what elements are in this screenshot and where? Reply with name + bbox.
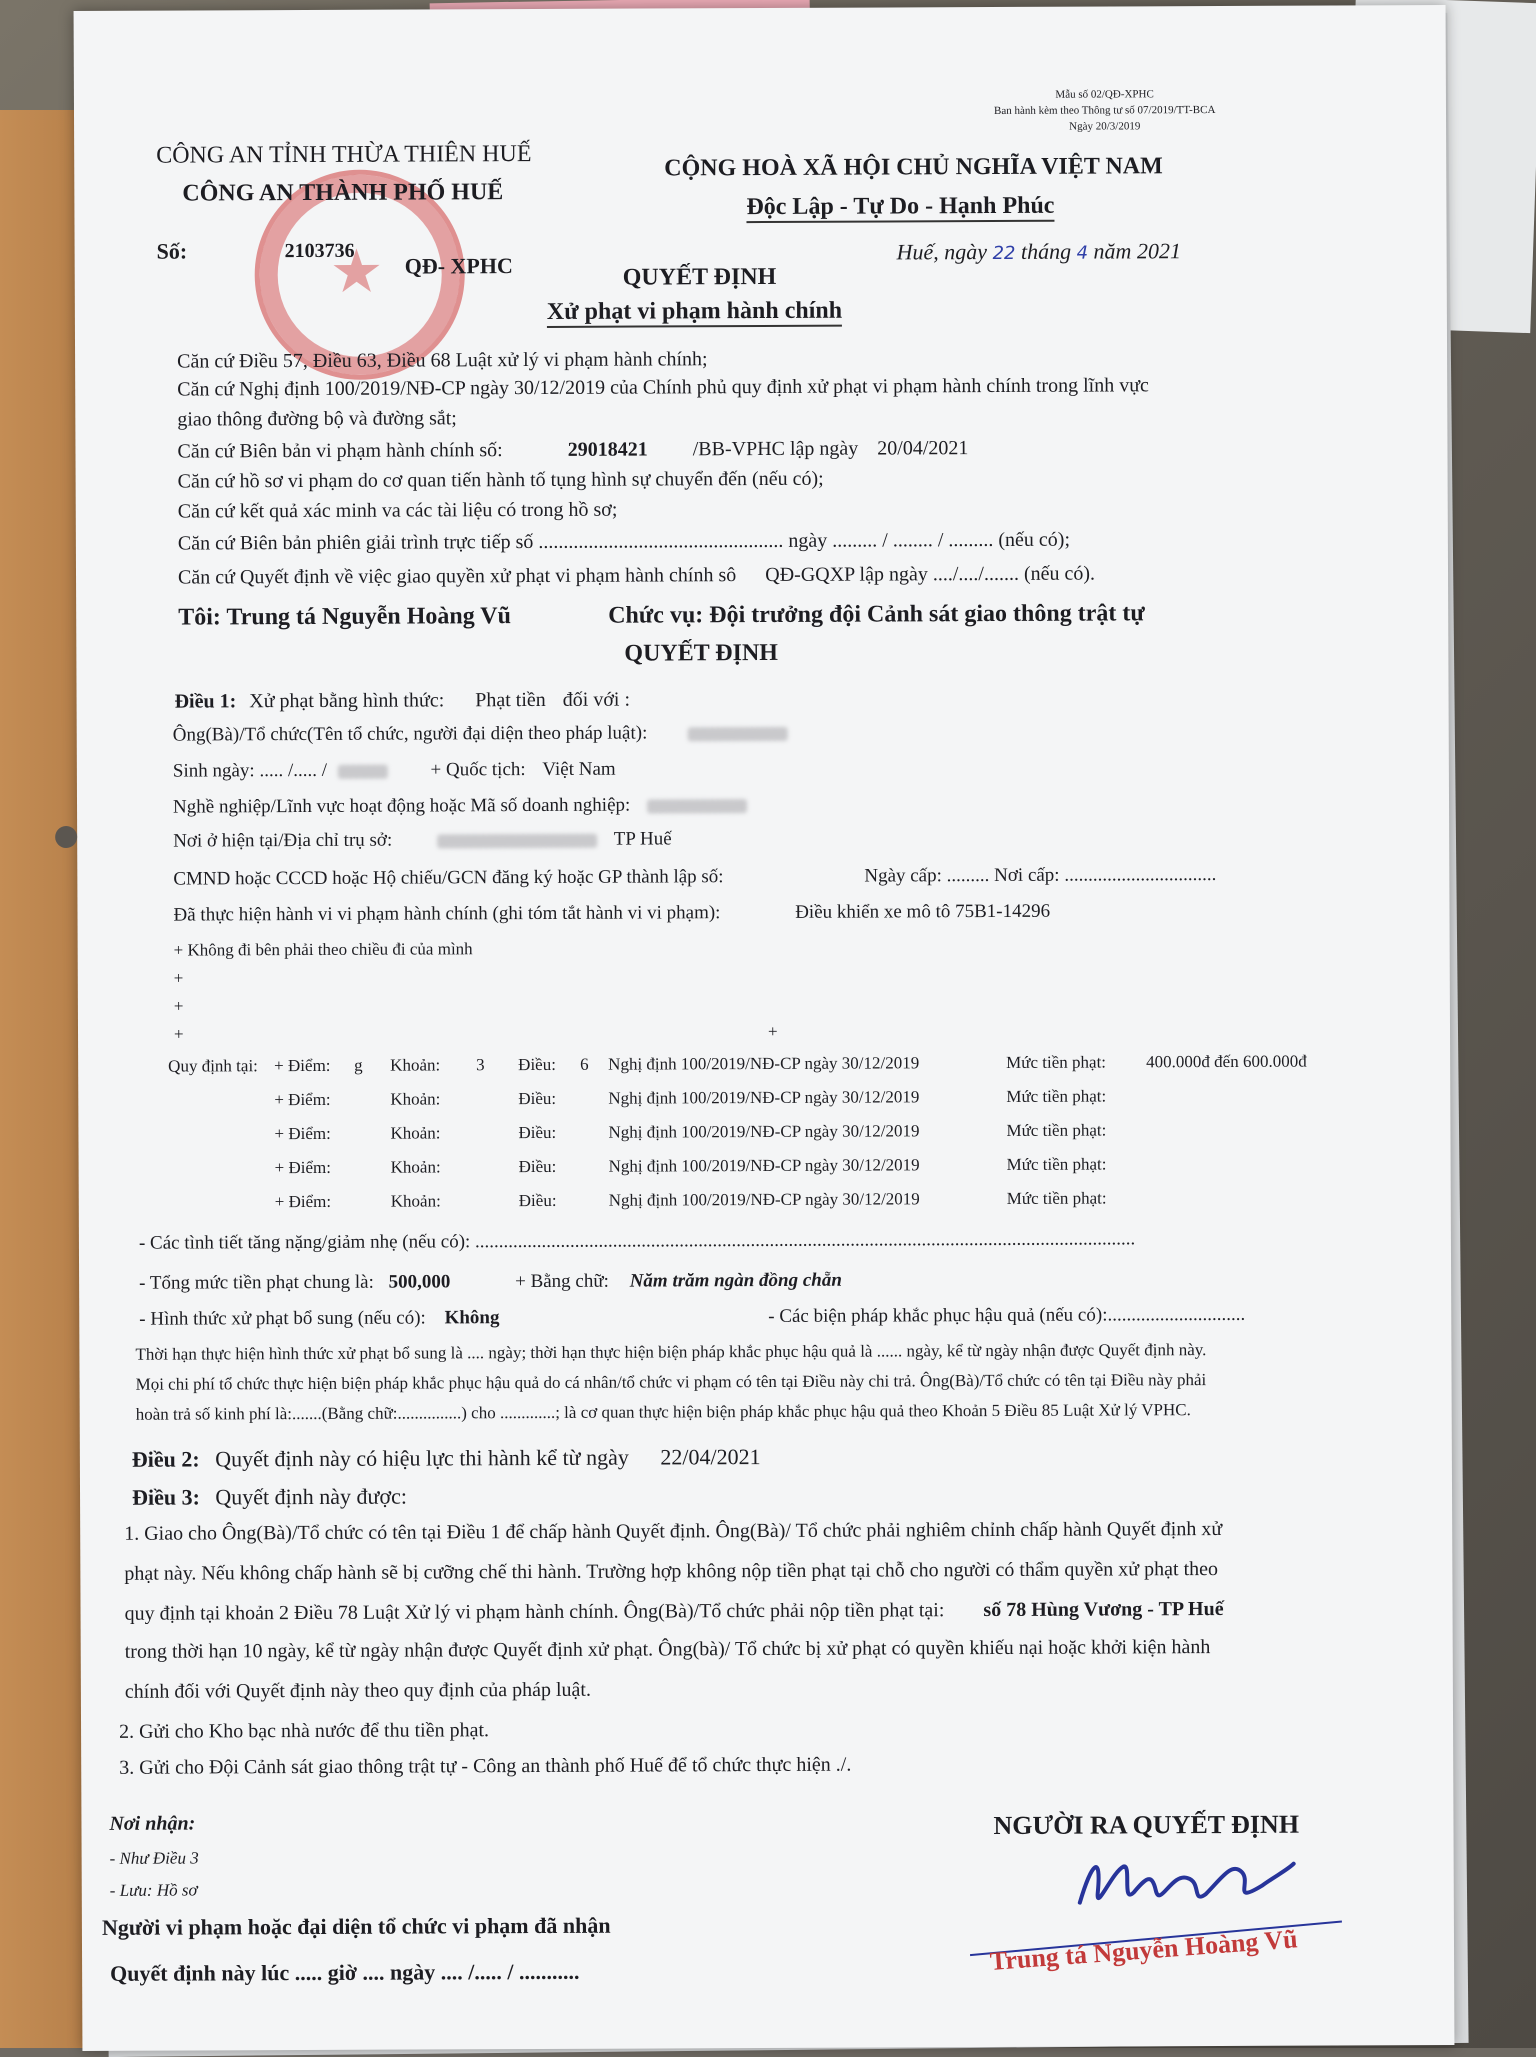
penalty-form-label: Xử phạt bằng hình thức: <box>249 689 445 713</box>
basis-6: Căn cứ Biên bản phiên giải trình trực tiếp số ................................................. ngày ......... / ........ / ......... (nếu có); <box>177 528 1071 555</box>
redacted-job <box>647 799 747 813</box>
penalty-form-value: Phạt tiền <box>475 688 546 712</box>
basis-4: Căn cứ hồ sơ vi phạm do cơ quan tiến hành tố tụng hình sự chuyển đến (nếu có); <box>177 467 824 493</box>
decision-number-suffix: QĐ- XPHC <box>404 253 513 279</box>
rule-dieu: Điều: <box>518 1088 557 1109</box>
basis-2b: giao thông đường bộ và đường sắt; <box>177 407 457 431</box>
job-line <box>173 794 747 819</box>
basis-3-label: Căn cứ Biên bản vi phạm hành chính số: <box>177 439 503 463</box>
rule-fine-label: Mức tiền phạt: <box>1006 1086 1107 1106</box>
violation-value: Điều khiển xe mô tô 75B1-14296 <box>795 900 1051 923</box>
dieu1-label: Điều 1: <box>174 690 237 713</box>
id-line <box>173 864 1216 891</box>
total-fine-value: 500,000 <box>388 1271 451 1293</box>
signer-title: NGƯỜI RA QUYẾT ĐỊNH <box>993 1809 1300 1841</box>
document-title: QUYẾT ĐỊNH <box>622 263 777 291</box>
document-subtitle: Xử phạt vi phạm hành chính <box>547 298 842 328</box>
dieu3-line-7: 3. Gửi cho Đội Cảnh sát giao thông trật tự - Công an thành phố Huế để tổ chức thực hiện ./. <box>119 1753 852 1779</box>
dieu2-text: Quyết định này có hiệu lực thi hành kể từ ngày <box>215 1444 629 1472</box>
punch-hole <box>55 826 77 848</box>
violator-label: Ông(Bà)/Tổ chức(Tên tổ chức, người đại diện theo pháp luật): <box>172 722 648 746</box>
dieu3-line-6: 2. Gửi cho Kho bạc nhà nước để thu tiền phạt. <box>119 1719 490 1743</box>
job-label: Nghề nghiệp/Lĩnh vực hoạt động hoặc Mã số doanh nghiệp: <box>172 794 631 818</box>
form-meta <box>994 86 1216 135</box>
rule-dieu: Điều: <box>518 1122 557 1143</box>
recipients-label: Nơi nhận: <box>109 1812 196 1835</box>
address-label: Nơi ở hiện tại/Địa chỉ trụ sở: <box>173 829 393 852</box>
violation-item-extra: + <box>767 1021 778 1041</box>
redacted-address <box>437 833 597 848</box>
dieu3-text: Quyết định này được: <box>215 1483 407 1510</box>
dieu3-line-1: 1. Giao cho Ông(Bà)/Tổ chức có tên tại Điều 1 để chấp hành Quyết định. Ông(Bà)/ Tổ chức phải nghiêm chỉnh chấp hành Quyết định xử <box>124 1518 1223 1545</box>
rule-dieu-value: 6 <box>580 1054 589 1074</box>
violation-item-4: + <box>173 1024 184 1044</box>
rule-khoan: Khoản: <box>390 1157 441 1177</box>
dieu2-line <box>132 1444 761 1473</box>
effective-date: 22/04/2021 <box>660 1444 761 1470</box>
agency-line-2: CÔNG AN THÀNH PHỐ HUẾ <box>182 179 504 207</box>
redacted-dob <box>338 764 388 778</box>
deadline-paragraph-1: Thời hạn thực hiện hình thức xử phạt bổ sung là .... ngày; thời hạn thực hiện biện pháp khắc phục hậu quả là ...... ngày, kể từ ngày nhận được Quyết định này. <box>135 1340 1207 1364</box>
redacted-name <box>688 727 788 741</box>
violation-record-date: 20/04/2021 <box>877 437 969 460</box>
dieu2-label: Điều 2: <box>131 1446 200 1472</box>
violation-item-2: + <box>173 968 184 988</box>
basis-3-mid: /BB-VPHC lập ngày <box>692 437 859 461</box>
rule-fine-label: Mức tiền phạt: <box>1006 1154 1107 1174</box>
rule-diem: + Điểm: <box>274 1089 331 1110</box>
total-fine-label: - Tổng mức tiền phạt chung là: <box>139 1271 374 1294</box>
decide-heading: QUYẾT ĐỊNH <box>624 639 779 667</box>
basis-1: Căn cứ Điều 57, Điều 63, Điều 68 Luật xử lý vi phạm hành chính; <box>177 348 708 373</box>
id-issue-info: Ngày cấp: ......... Nơi cấp: ................................ <box>864 864 1217 887</box>
id-label: CMND hoặc CCCD hoặc Hộ chiếu/GCN đăng ký hoặc GP thành lập số: <box>173 866 724 890</box>
dieu3-line <box>132 1484 407 1511</box>
recipient-1: - Như Điều 3 <box>109 1848 199 1868</box>
rule-diem: + Điểm: <box>274 1123 331 1144</box>
rule-dieu: Điều: <box>518 1156 557 1177</box>
rule-khoan: Khoản: <box>390 1123 441 1143</box>
rule-khoan: Khoản: <box>390 1055 441 1075</box>
regulation-label: Quy định tại: <box>168 1056 258 1076</box>
dob-line <box>173 759 616 783</box>
basis-5: Căn cứ kết quả xác minh va các tài liệu có trong hồ sơ; <box>177 498 618 523</box>
basis-3 <box>177 437 968 463</box>
rule-fine-label: Mức tiền phạt: <box>1006 1188 1107 1208</box>
rule-diem: + Điểm: <box>274 1157 331 1178</box>
rule-decree: Nghị định 100/2019/NĐ-CP ngày 30/12/2019 <box>608 1121 920 1142</box>
dieu3-line-4: trong thời hạn 10 ngày, kể từ ngày nhận được Quyết định xử phạt. Ông(bà)/ Tổ chức bị xử phạt có quyền khiếu nại hoặc khởi kiện hành <box>124 1636 1211 1663</box>
form-issued-by: Ban hành kèm theo Thông tư số 07/2019/TT-BCA <box>993 104 1216 117</box>
rule-khoan: Khoản: <box>390 1089 441 1109</box>
address-line <box>173 828 672 852</box>
so-label: Số: <box>156 238 188 264</box>
agency-line-1: CÔNG AN TỈNH THỪA THIÊN HUẾ <box>156 141 532 169</box>
place-date <box>897 238 1181 265</box>
violation-item-3: + <box>173 996 184 1016</box>
decision-document <box>74 5 1455 2051</box>
signature-stroke <box>1080 1864 1294 1903</box>
officer-position: Chức vụ: Đội trưởng đội Cảnh sát giao thông trật tự <box>608 600 1145 629</box>
aggravating-line: - Các tình tiết tăng nặng/giảm nhẹ (nếu có): ........................................................................................................................................... <box>138 1228 1136 1254</box>
rule-decree: Nghị định 100/2019/NĐ-CP ngày 30/12/2019 <box>608 1189 920 1210</box>
nationality-label: + Quốc tịch: <box>430 759 526 781</box>
violation-line <box>173 901 1050 927</box>
dieu3-line-5: chính đối với Quyết định này theo quy định của pháp luật. <box>124 1678 591 1703</box>
rule-diem: + Điểm: <box>274 1055 331 1076</box>
total-fine-line <box>139 1270 842 1295</box>
day-handwritten: 22 <box>992 242 1016 264</box>
rule-decree: Nghị định 100/2019/NĐ-CP ngày 30/12/2019 <box>608 1155 920 1176</box>
deadline-paragraph-3: hoàn trả số kinh phí là:.......(Bằng chữ:...............) cho .............; là cơ quan thực hiện biện pháp khắc phục hậu quả theo Khoản 5 Điều 85 Luật Xử lý VPHC. <box>135 1400 1191 1424</box>
month-label: tháng <box>1020 238 1072 264</box>
doi-voi: đối với : <box>562 688 631 711</box>
rule-diem-value: g <box>354 1055 363 1075</box>
basis-7 <box>178 563 1095 590</box>
dieu3-line-3 <box>125 1598 1224 1626</box>
officer-name-line: Tôi: Trung tá Nguyễn Hoàng Vũ <box>178 603 512 631</box>
rule-fine-label: Mức tiền phạt: <box>1006 1052 1107 1072</box>
rule-khoan: Khoản: <box>390 1191 441 1211</box>
country-name: CỘNG HOÀ XÃ HỘI CHỦ NGHĨA VIỆT NAM <box>664 153 1163 182</box>
basis-7b: QĐ-GQXP lập ngày ..../..../....... (nếu có). <box>765 562 1096 586</box>
rule-fine-value: 400.000đ đến 600.000đ <box>1146 1051 1307 1072</box>
dieu3-line-2: phạt này. Nếu không chấp hành sẽ bị cưỡng chế thi hành. Trường hợp không nộp tiền phạt tại chỗ cho người có thẩm quyền xử phạt theo <box>124 1558 1219 1585</box>
extra-penalty-label: - Hình thức xử phạt bổ sung (nếu có): <box>139 1307 426 1330</box>
dieu1-form-line <box>175 689 631 714</box>
dob-label: Sinh ngày: ..... /..... / <box>172 759 328 782</box>
rule-khoan-value: 3 <box>476 1055 485 1075</box>
rule-decree: Nghị định 100/2019/NĐ-CP ngày 30/12/2019 <box>608 1053 920 1074</box>
signer-name-stamp: Trung tá Nguyễn Hoàng Vũ <box>988 1924 1299 1976</box>
extra-penalty-line <box>139 1304 1245 1331</box>
basis-7a: Căn cứ Quyết định về việc giao quyền xử phạt vi phạm hành chính sô <box>177 564 737 589</box>
dieu3-line-3-text: quy định tại khoản 2 Điều 78 Luật Xử lý vi phạm hành chính. Ông(Bà)/Tổ chức phải nộp tiền phạt tại: <box>124 1599 945 1625</box>
form-number: Mẫu số 02/QĐ-XPHC <box>1055 88 1154 101</box>
rule-diem: + Điểm: <box>274 1191 332 1212</box>
year-label: năm 2021 <box>1093 238 1181 264</box>
nationality-value: Việt Nam <box>542 758 616 780</box>
received-line-1: Người vi phạm hoặc đại diện tổ chức vi phạm đã nhận <box>101 1912 611 1940</box>
remedy-line: - Các biện pháp khắc phục hậu quả (nếu có):............................. <box>768 1303 1246 1327</box>
words-label: + Bằng chữ: <box>515 1270 609 1293</box>
address-city: TP Huế <box>613 828 672 850</box>
extra-penalty-value: Không <box>444 1307 500 1329</box>
decision-number: 2103736 <box>284 239 355 263</box>
form-issued-date: Ngày 20/3/2019 <box>1069 120 1141 133</box>
violation-label: Đã thực hiện hành vi vi phạm hành chính (ghi tóm tắt hành vi vi phạm): <box>173 902 721 926</box>
violation-record-number: 29018421 <box>567 438 648 461</box>
violator-line <box>173 722 788 747</box>
received-line-2: Quyết định này lúc ..... giờ .... ngày .... /..... / ........... <box>110 1958 580 1986</box>
rule-dieu: Điều: <box>518 1054 556 1075</box>
dieu3-label: Điều 3: <box>131 1484 200 1510</box>
month-handwritten: 4 <box>1076 242 1089 264</box>
recipient-2: - Lưu: Hồ sơ <box>109 1880 198 1900</box>
rule-dieu: Điều: <box>518 1190 557 1211</box>
rule-decree: Nghị định 100/2019/NĐ-CP ngày 30/12/2019 <box>608 1087 920 1108</box>
place-date-prefix: Huế, ngày <box>896 239 988 265</box>
basis-2a: Căn cứ Nghị định 100/2019/NĐ-CP ngày 30/12/2019 của Chính phủ quy định xử phạt vi phạm hành chính trong lĩnh vực <box>177 374 1149 401</box>
national-motto: Độc Lập - Tự Do - Hạnh Phúc <box>746 193 1054 223</box>
rule-fine-label: Mức tiền phạt: <box>1006 1120 1107 1140</box>
violation-item-1: + Không đi bên phải theo chiều đi của mình <box>173 939 473 960</box>
payment-place: số 78 Hùng Vương - TP Huế <box>983 1598 1224 1622</box>
deadline-paragraph-2: Mọi chi phí tổ chức thực hiện biện pháp khắc phục hậu quả do cá nhân/tổ chức vi phạm có tên tại Điều này chi trả. Ông(Bà)/Tổ chức có tên tại Điều này phải <box>135 1370 1207 1394</box>
words-value: Năm trăm ngàn đồng chẵn <box>629 1269 842 1292</box>
